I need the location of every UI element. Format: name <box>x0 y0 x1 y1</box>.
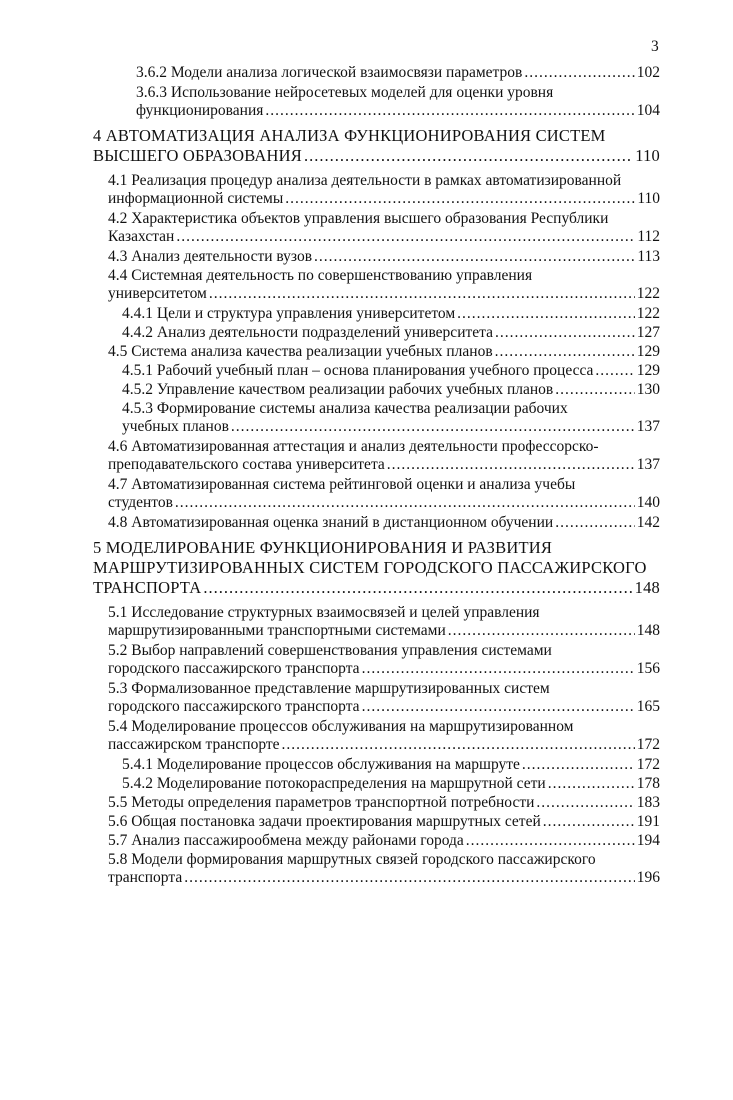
toc-entry-title-line: 4.4 Системная деятельность по совершенствованию управления <box>108 267 533 284</box>
toc-entry-3-6-2 <box>136 64 660 82</box>
toc-entry-title-line: 4.1 Реализация процедур анализа деятельности в рамках автоматизированной <box>108 172 622 189</box>
toc-entry-5-4-2 <box>122 775 660 793</box>
toc-entry-page: 129 <box>636 343 660 360</box>
toc-entry-title: 4.5.1 Рабочий учебный план – основа планирования учебного процесса <box>122 362 594 379</box>
toc-entry-title-line: функционирования <box>136 102 264 119</box>
toc-entry-page: 148 <box>636 622 660 639</box>
toc-chapter-4 <box>93 126 660 166</box>
page-number: 3 <box>651 38 659 55</box>
toc-entry-title-line: городского пассажирского транспорта <box>108 660 360 677</box>
toc-entry-title-line: маршрутизированными транспортными системами <box>108 622 446 639</box>
toc-entry-title-line: 4.2 Характеристика объектов управления высшего образования Республики <box>108 210 609 227</box>
toc-entry-5-3 <box>108 680 660 716</box>
toc-entry-title-line: 5.8 Модели формирования маршрутных связей городского пассажирского <box>108 851 596 868</box>
toc-entry-page: 129 <box>636 362 660 379</box>
toc-entry-title-line: студентов <box>108 494 173 511</box>
dot-leader <box>203 578 632 598</box>
toc-entry-4-5 <box>108 343 660 361</box>
dot-leader <box>495 343 635 361</box>
toc-entry-title-line: информационной системы <box>108 190 284 207</box>
dot-leader <box>209 285 635 303</box>
toc-entry-page: 110 <box>635 146 660 165</box>
toc-entry-5-7 <box>108 832 660 850</box>
toc-entry-5-4 <box>108 718 660 754</box>
toc-entry-5-5 <box>108 794 660 812</box>
toc-entry-page: 194 <box>636 832 660 849</box>
toc-entry-4-5-1 <box>122 362 660 380</box>
toc-entry-4-4 <box>108 267 660 303</box>
toc-entry-title: 5.6 Общая постановка задачи проектирования маршрутных сетей <box>108 813 541 830</box>
toc-entry-title-line: 5.1 Исследование структурных взаимосвязей и целей управления <box>108 604 540 621</box>
toc-chapter-title-line: 5 МОДЕЛИРОВАНИЕ ФУНКЦИОНИРОВАНИЯ И РАЗВИТИЯ <box>93 538 553 557</box>
toc-entry-title: 5.5 Методы определения параметров транспортной потребности <box>108 794 535 811</box>
toc-entry-page: 110 <box>637 190 660 207</box>
toc-chapter-title-line: МАРШРУТИЗИРОВАННЫХ СИСТЕМ ГОРОДСКОГО ПАССАЖИРСКОГО <box>93 558 647 577</box>
dot-leader <box>176 228 635 246</box>
toc-entry-page: 142 <box>636 514 660 531</box>
toc-entry-title-line: 5.2 Выбор направлений совершенствования управления системами <box>108 642 552 659</box>
dot-leader <box>362 660 635 678</box>
toc-entry-3-6-3 <box>136 84 660 120</box>
toc-entry-5-1 <box>108 604 660 640</box>
toc-entry-page: 196 <box>636 869 660 886</box>
toc-entry-page: 130 <box>636 381 660 398</box>
toc-entry-4-4-1 <box>122 305 660 323</box>
dot-leader <box>524 64 634 82</box>
dot-leader <box>282 736 635 754</box>
toc-entry-4-1 <box>108 172 660 208</box>
toc-entry-title: 5.4.2 Моделирование потокораспределения на маршрутной сети <box>122 775 546 792</box>
toc-entry-4-4-2 <box>122 324 660 342</box>
toc-entry-title: 4.8 Автоматизированная оценка знаний в дистанционном обучении <box>108 514 554 531</box>
toc-entry-5-4-1 <box>122 756 660 774</box>
dot-leader <box>314 248 635 266</box>
dot-leader <box>448 622 635 640</box>
toc-chapter-title-line: ВЫСШЕГО ОБРАЗОВАНИЯ <box>93 146 302 165</box>
dot-leader <box>466 832 635 850</box>
toc-entry-title: 4.4.1 Цели и структура управления университетом <box>122 305 456 322</box>
toc-entry-4-3 <box>108 248 660 266</box>
toc-entry-title: 4.5 Система анализа качества реализации учебных планов <box>108 343 493 360</box>
toc-entry-title: 3.6.2 Модели анализа логической взаимосвязи параметров <box>136 64 523 81</box>
toc-entry-page: 172 <box>636 756 660 773</box>
toc-entry-4-5-3 <box>122 400 660 436</box>
toc-entry-4-6 <box>108 438 660 474</box>
toc-entry-5-6 <box>108 813 660 831</box>
toc-entry-page: 112 <box>637 228 660 245</box>
toc-entry-page: 122 <box>636 285 660 302</box>
toc-entry-title-line: 5.3 Формализованное представление маршрутизированных систем <box>108 680 550 697</box>
toc-entry-4-7 <box>108 476 660 512</box>
toc-entry-title-line: транспорта <box>108 869 183 886</box>
toc-entry-page: 191 <box>636 813 660 830</box>
toc-entry-title-line: Казахстан <box>108 228 175 245</box>
dot-leader <box>522 756 635 774</box>
dot-leader <box>175 494 635 512</box>
toc-entry-title-line: 4.7 Автоматизированная система рейтинговой оценки и анализа учебы <box>108 476 576 493</box>
toc-entry-title-line: пассажирском транспорте <box>108 736 280 753</box>
toc-entry-title-line: учебных планов <box>122 418 229 435</box>
toc-entry-5-2 <box>108 642 660 678</box>
toc-entry-page: 183 <box>636 794 660 811</box>
dot-leader <box>231 418 635 436</box>
dot-leader <box>285 190 635 208</box>
toc-entry-title-line: университетом <box>108 285 207 302</box>
toc-entry-title: 4.3 Анализ деятельности вузов <box>108 248 313 265</box>
dot-leader <box>595 362 634 380</box>
toc-entry-page: 102 <box>636 64 660 81</box>
toc-entry-4-5-2 <box>122 381 660 399</box>
dot-leader <box>387 456 635 474</box>
toc-chapter-title-line: ТРАНСПОРТА <box>93 578 202 597</box>
toc-entry-title-line: 4.5.3 Формирование системы анализа качества реализации рабочих <box>122 400 568 417</box>
dot-leader <box>495 324 635 342</box>
toc-entry-page: 178 <box>636 775 660 792</box>
dot-leader <box>362 698 635 716</box>
toc-entry-title: 4.4.2 Анализ деятельности подразделений университета <box>122 324 493 341</box>
toc-entry-title: 5.7 Анализ пассажирообмена между районами города <box>108 832 464 849</box>
toc-entry-title-line: 5.4 Моделирование процессов обслуживания на маршрутизированном <box>108 718 574 735</box>
dot-leader <box>543 813 635 831</box>
toc-entry-page: 104 <box>636 102 660 119</box>
toc-entry-page: 137 <box>636 418 660 435</box>
toc-entry-4-2 <box>108 210 660 246</box>
toc-entry-title-line: городского пассажирского транспорта <box>108 698 360 715</box>
toc-entry-page: 165 <box>636 698 660 715</box>
toc-entry-5-8 <box>108 851 660 887</box>
dot-leader <box>555 514 635 532</box>
toc-entry-page: 137 <box>636 456 660 473</box>
toc-entry-title: 5.4.1 Моделирование процессов обслуживания на маршруте <box>122 756 520 773</box>
toc-entry-page: 113 <box>637 248 660 265</box>
toc-entry-4-8 <box>108 514 660 532</box>
toc-entry-page: 156 <box>636 660 660 677</box>
dot-leader <box>184 869 635 887</box>
toc-entry-page: 122 <box>636 305 660 322</box>
dot-leader <box>265 102 634 120</box>
dot-leader <box>457 305 635 323</box>
toc-entry-title-line: 3.6.3 Использование нейросетевых моделей для оценки уровня <box>136 84 554 101</box>
toc-entry-title-line: 4.6 Автоматизированная аттестация и анализ деятельности профессорско- <box>108 438 599 455</box>
toc-entry-page: 148 <box>634 578 660 597</box>
toc-chapter-title-line: 4 АВТОМАТИЗАЦИЯ АНАЛИЗА ФУНКЦИОНИРОВАНИЯ СИСТЕМ <box>93 126 606 145</box>
dot-leader <box>555 381 635 399</box>
toc-entry-page: 172 <box>636 736 660 753</box>
toc-entry-page: 140 <box>636 494 660 511</box>
toc-entry-title-line: преподавательского состава университета <box>108 456 385 473</box>
dot-leader <box>536 794 634 812</box>
toc-chapter-5 <box>93 538 660 598</box>
toc-entry-page: 127 <box>636 324 660 341</box>
dot-leader <box>304 146 633 166</box>
toc-entry-title: 4.5.2 Управление качеством реализации рабочих учебных планов <box>122 381 554 398</box>
dot-leader <box>548 775 635 793</box>
